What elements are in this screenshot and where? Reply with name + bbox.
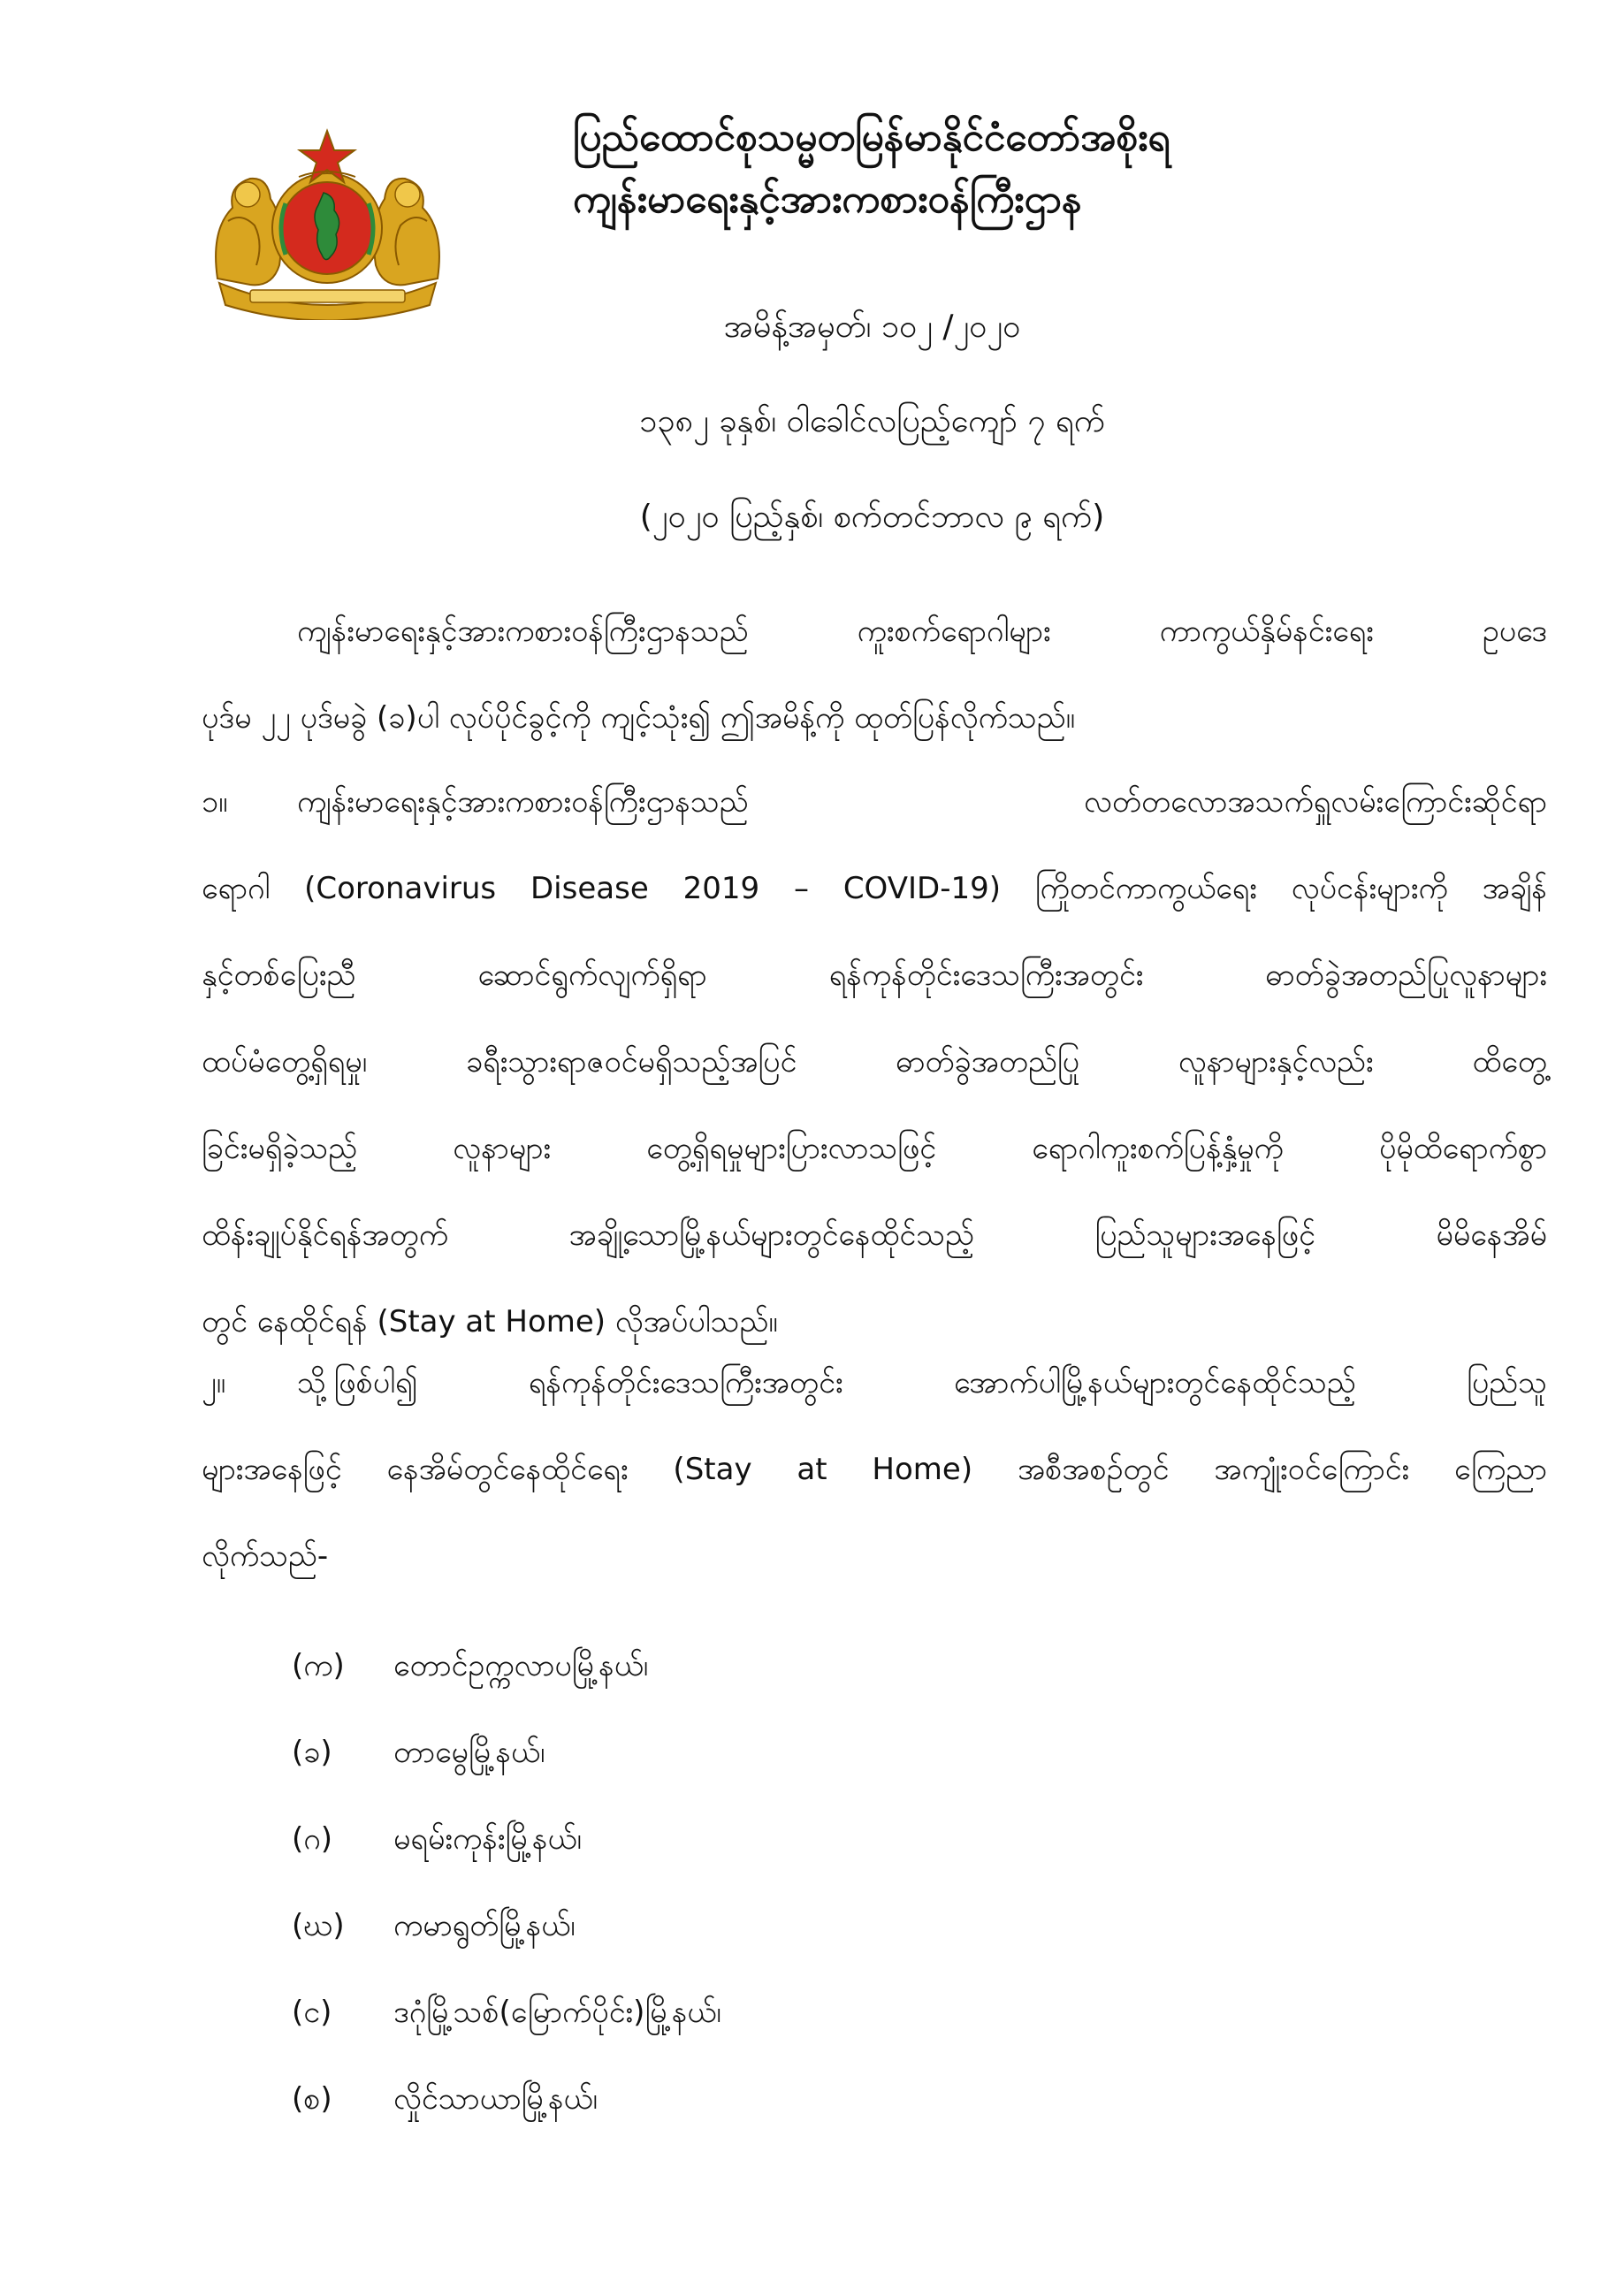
list-marker: (ဂ)	[292, 1821, 332, 1857]
paragraph-line: ထပ်မံတွေ့ရှိရမှု၊ ခရီးသွားရာဇဝင်မရှိသည့်အပြင် ဓာတ်ခွဲအတည်ပြု လူနာများနှင့်လည်း ထိတွေ့	[202, 1044, 1547, 1080]
paragraph-line	[202, 1339, 1547, 1426]
state-emblem-icon	[202, 124, 454, 320]
paragraph-number: ၁။	[202, 784, 228, 820]
paragraph-number: ၂။	[202, 1365, 225, 1400]
list-item	[292, 1969, 721, 2056]
list-marker: (ခ)	[292, 1735, 332, 1770]
paragraph-line: လိုက်သည်-	[202, 1538, 329, 1574]
paragraph-line: ထိန်းချုပ်နိုင်ရန်အတွက် အချို့သောမြို့နယ်များတွင်နေထိုင်သည့် ပြည်သူများအနေဖြင့် မိမိနေအိမ်	[202, 1217, 1547, 1253]
order-number: အမိန့်အမှတ်၊ ၁၀၂ /၂၀၂၀	[723, 309, 1021, 345]
paragraph-line: ရောဂါ (Coronavirus Disease 2019 – COVID-19) ကြိုတင်ကာကွယ်ရေး လုပ်ငန်းများကို အချိန်	[202, 871, 1547, 906]
paragraph-line: များအနေဖြင့် နေအိမ်တွင်နေထိုင်ရေး (Stay at Home) အစီအစဉ်တွင် အကျုံးဝင်ကြောင်း ကြေညာ	[202, 1452, 1547, 1487]
paragraph-line: နှင့်တစ်ပြေးညီ ဆောင်ရွက်လျက်ရှိရာ ရန်ကုန်တိုင်းဒေသကြီးအတွင်း ဓာတ်ခွဲအတည်ပြုလူနာများ	[202, 958, 1547, 993]
paragraph-1	[202, 759, 1547, 1365]
township-name: ဒဂုံမြို့သစ်(မြောက်ပိုင်း)မြို့နယ်၊	[393, 1995, 721, 2030]
township-name: မရမ်းကုန်းမြို့နယ်၊	[393, 1821, 582, 1857]
township-name: လှိုင်သာယာမြို့နယ်၊	[393, 2081, 598, 2117]
list-item	[292, 1796, 721, 1882]
myanmar-date: ၁၃၈၂ ခုနှစ်၊ ဝါခေါင်လပြည့်ကျော် ၇ ရက်	[639, 403, 1105, 439]
ministry-title: ကျန်းမာရေးနှင့်အားကစားဝန်ကြီးဌာန	[573, 177, 1082, 222]
list-item	[292, 2056, 721, 2142]
paragraph-line-text: သို့ဖြစ်ပါ၍ ရန်ကုန်တိုင်းဒေသကြီးအတွင်း အောက်ပါမြို့နယ်များတွင်နေထိုင်သည့် ပြည်သူ	[297, 1365, 1547, 1400]
township-list	[292, 1622, 721, 2142]
paragraph-line: တွင် နေထိုင်ရန် (Stay at Home) လိုအပ်ပါသည်။	[202, 1304, 778, 1339]
intro-line: ကျန်းမာရေးနှင့်အားကစားဝန်ကြီးဌာနသည် ကူးစက်ရောဂါများ ကာကွယ်နှိမ်နင်းရေး ဥပဒေ	[297, 614, 1547, 649]
list-item	[292, 1882, 721, 1969]
township-name: တောင်ဥက္ကလာပမြို့နယ်၊	[393, 1648, 649, 1683]
paragraph-line: ခြင်းမရှိခဲ့သည့် လူနာများ တွေ့ရှိရမှုများပြားလာသဖြင့် ရောဂါကူးစက်ပြန့်နှံ့မှုကို ပိုမိုထိရောက်စွာ	[202, 1131, 1547, 1166]
paragraph-line-text: ကျန်းမာရေးနှင့်အားကစားဝန်ကြီးဌာနသည် လတ်တလောအသက်ရှူလမ်းကြောင်းဆိုင်ရာ	[297, 784, 1547, 820]
township-name: ကမာရွတ်မြို့နယ်၊	[393, 1908, 576, 1943]
township-name: တာမွေမြို့နယ်၊	[393, 1735, 545, 1770]
gregorian-date: (၂၀၂၀ ပြည့်နှစ်၊ စက်တင်ဘာလ ၉ ရက်)	[639, 499, 1105, 535]
list-marker: (ဃ)	[292, 1908, 345, 1943]
intro-line: ပုဒ်မ ၂၂ ပုဒ်မခွဲ (ခ)ပါ လုပ်ပိုင်ခွင့်ကို ကျင့်သုံး၍ ဤအမိန့်ကို ထုတ်ပြန်လိုက်သည်။	[202, 700, 1075, 736]
paragraph-line	[202, 759, 1547, 845]
list-marker: (င)	[292, 1995, 332, 2030]
list-marker: (စ)	[292, 2081, 332, 2117]
list-marker: (က)	[292, 1648, 345, 1683]
government-title: ပြည်ထောင်စုသမ္မတမြန်မာနိုင်ငံတော်အစိုးရ	[573, 115, 1170, 160]
paragraph-2	[202, 1339, 1547, 1599]
list-item	[292, 1709, 721, 1796]
list-item	[292, 1622, 721, 1709]
intro-paragraph	[202, 588, 1547, 761]
